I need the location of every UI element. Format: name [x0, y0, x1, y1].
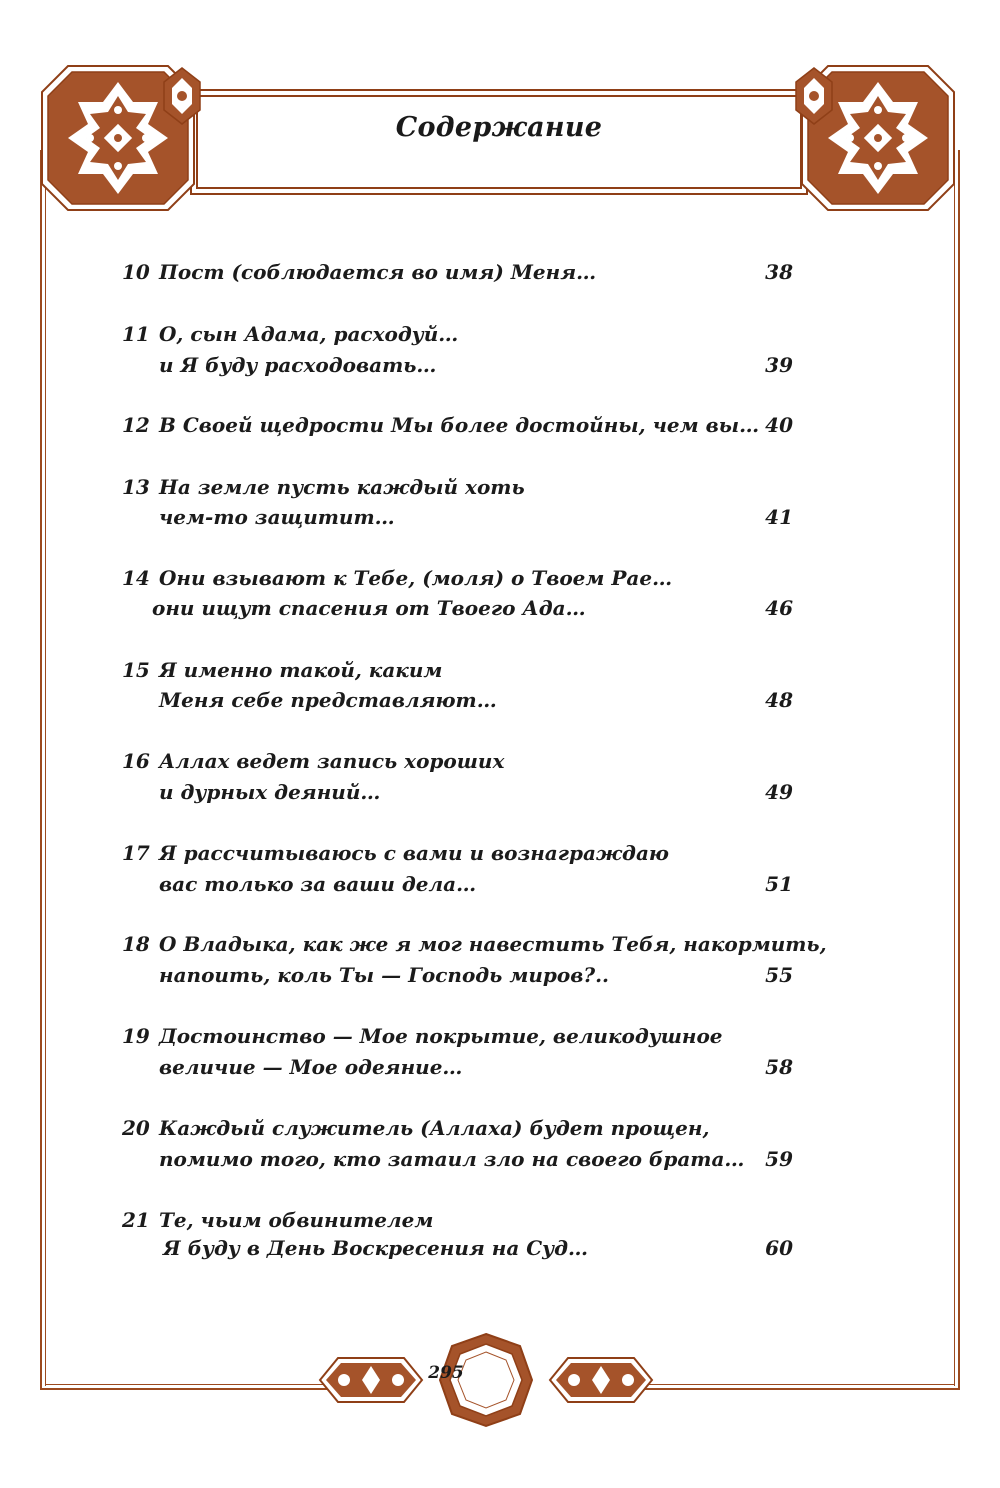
toc-entry-number: 17: [122, 841, 150, 865]
toc-entry-number: 18: [122, 932, 150, 956]
toc-entry-title: Пост (соблюдается во имя) Меня…: [159, 260, 597, 284]
toc-entry-page: 49: [765, 780, 793, 804]
toc-entry-number: 14: [122, 566, 150, 590]
toc-entry-title: В Своей щедрости Мы более достойны, чем вы…: [159, 413, 760, 437]
frame-bottom-right-inner: [640, 1384, 955, 1385]
frame-right-inner: [954, 150, 955, 1386]
toc-entry-number: 15: [122, 658, 150, 682]
page-title: Содержание: [395, 112, 603, 143]
toc-entry-title: Каждый служитель (Аллаха) будет прощен,: [159, 1116, 710, 1140]
toc-entry-number: 11: [122, 322, 150, 346]
toc-entry-page: 48: [765, 688, 793, 712]
toc-entry-title: Аллах ведет запись хороших: [159, 749, 505, 773]
toc-entry-title-continued: Меня себе представляют…: [159, 688, 497, 712]
toc-entry-page: 40: [765, 413, 793, 437]
toc-entry-number: 12: [122, 413, 150, 437]
page-number: 295: [428, 1363, 464, 1383]
frame-right-outer: [958, 150, 960, 1390]
toc-entry-number: 19: [122, 1024, 150, 1048]
toc-entry-title: На земле пусть каждый хоть: [159, 475, 525, 499]
toc-entry-title: Я именно такой, каким: [159, 658, 443, 682]
toc-entry-title-continued: напоить, коль Ты — Господь миров?..: [159, 963, 609, 987]
toc-entry-number: 21: [122, 1208, 150, 1232]
toc-entry-title: О, сын Адама, расходуй…: [159, 322, 459, 346]
frame-bottom-left-inner: [45, 1384, 330, 1385]
toc-entry-page: 38: [765, 260, 793, 284]
toc-entry-page: 46: [765, 596, 793, 620]
toc-entry-number: 10: [122, 260, 150, 284]
toc-entry-page: 55: [765, 963, 793, 987]
toc-entry-page: 58: [765, 1055, 793, 1079]
toc-entry-page: 39: [765, 353, 793, 377]
frame-bottom-right-outer: [640, 1388, 960, 1390]
toc-entry-page: 41: [765, 505, 793, 529]
footer-ornament-icon: [314, 1332, 658, 1428]
toc-entry-title-continued: Я буду в День Воскресения на Суд…: [163, 1236, 589, 1260]
toc-entry-title: Они взывают к Тебе, (моля) о Твоем Рае…: [159, 566, 673, 590]
toc-entry-title-continued: и дурных деяний…: [159, 780, 381, 804]
toc-entry-number: 20: [122, 1116, 150, 1140]
toc-entry-title: О Владыка, как же я мог навестить Тебя, накормить,: [159, 932, 827, 956]
frame-left-inner: [45, 150, 46, 1386]
toc-entry-title-continued: вас только за ваши дела…: [159, 872, 477, 896]
toc-entry-title-continued: и Я буду расходовать…: [159, 353, 437, 377]
toc-entry-title: Я рассчитываюсь с вами и вознаграждаю: [159, 841, 669, 865]
frame-left-outer: [40, 150, 42, 1390]
toc-entry-title: Те, чьим обвинителем: [159, 1208, 434, 1232]
toc-entry-title-continued: величие — Мое одеяние…: [159, 1055, 463, 1079]
frame-bottom-left-outer: [40, 1388, 330, 1390]
toc-entry-page: 51: [765, 872, 793, 896]
toc-entry-title-continued: чем-то защитит…: [159, 505, 395, 529]
toc-entry-title-continued: они ищут спасения от Твоего Ада…: [152, 596, 586, 620]
toc-entry-page: 59: [765, 1147, 793, 1171]
toc-entry-number: 16: [122, 749, 150, 773]
toc-entry-title-continued: помимо того, кто затаил зло на своего брата…: [159, 1147, 745, 1171]
toc-entry-number: 13: [122, 475, 150, 499]
toc-entry-title: Достоинство — Мое покрытие, великодушное: [159, 1024, 723, 1048]
toc-entry-page: 60: [765, 1236, 793, 1260]
